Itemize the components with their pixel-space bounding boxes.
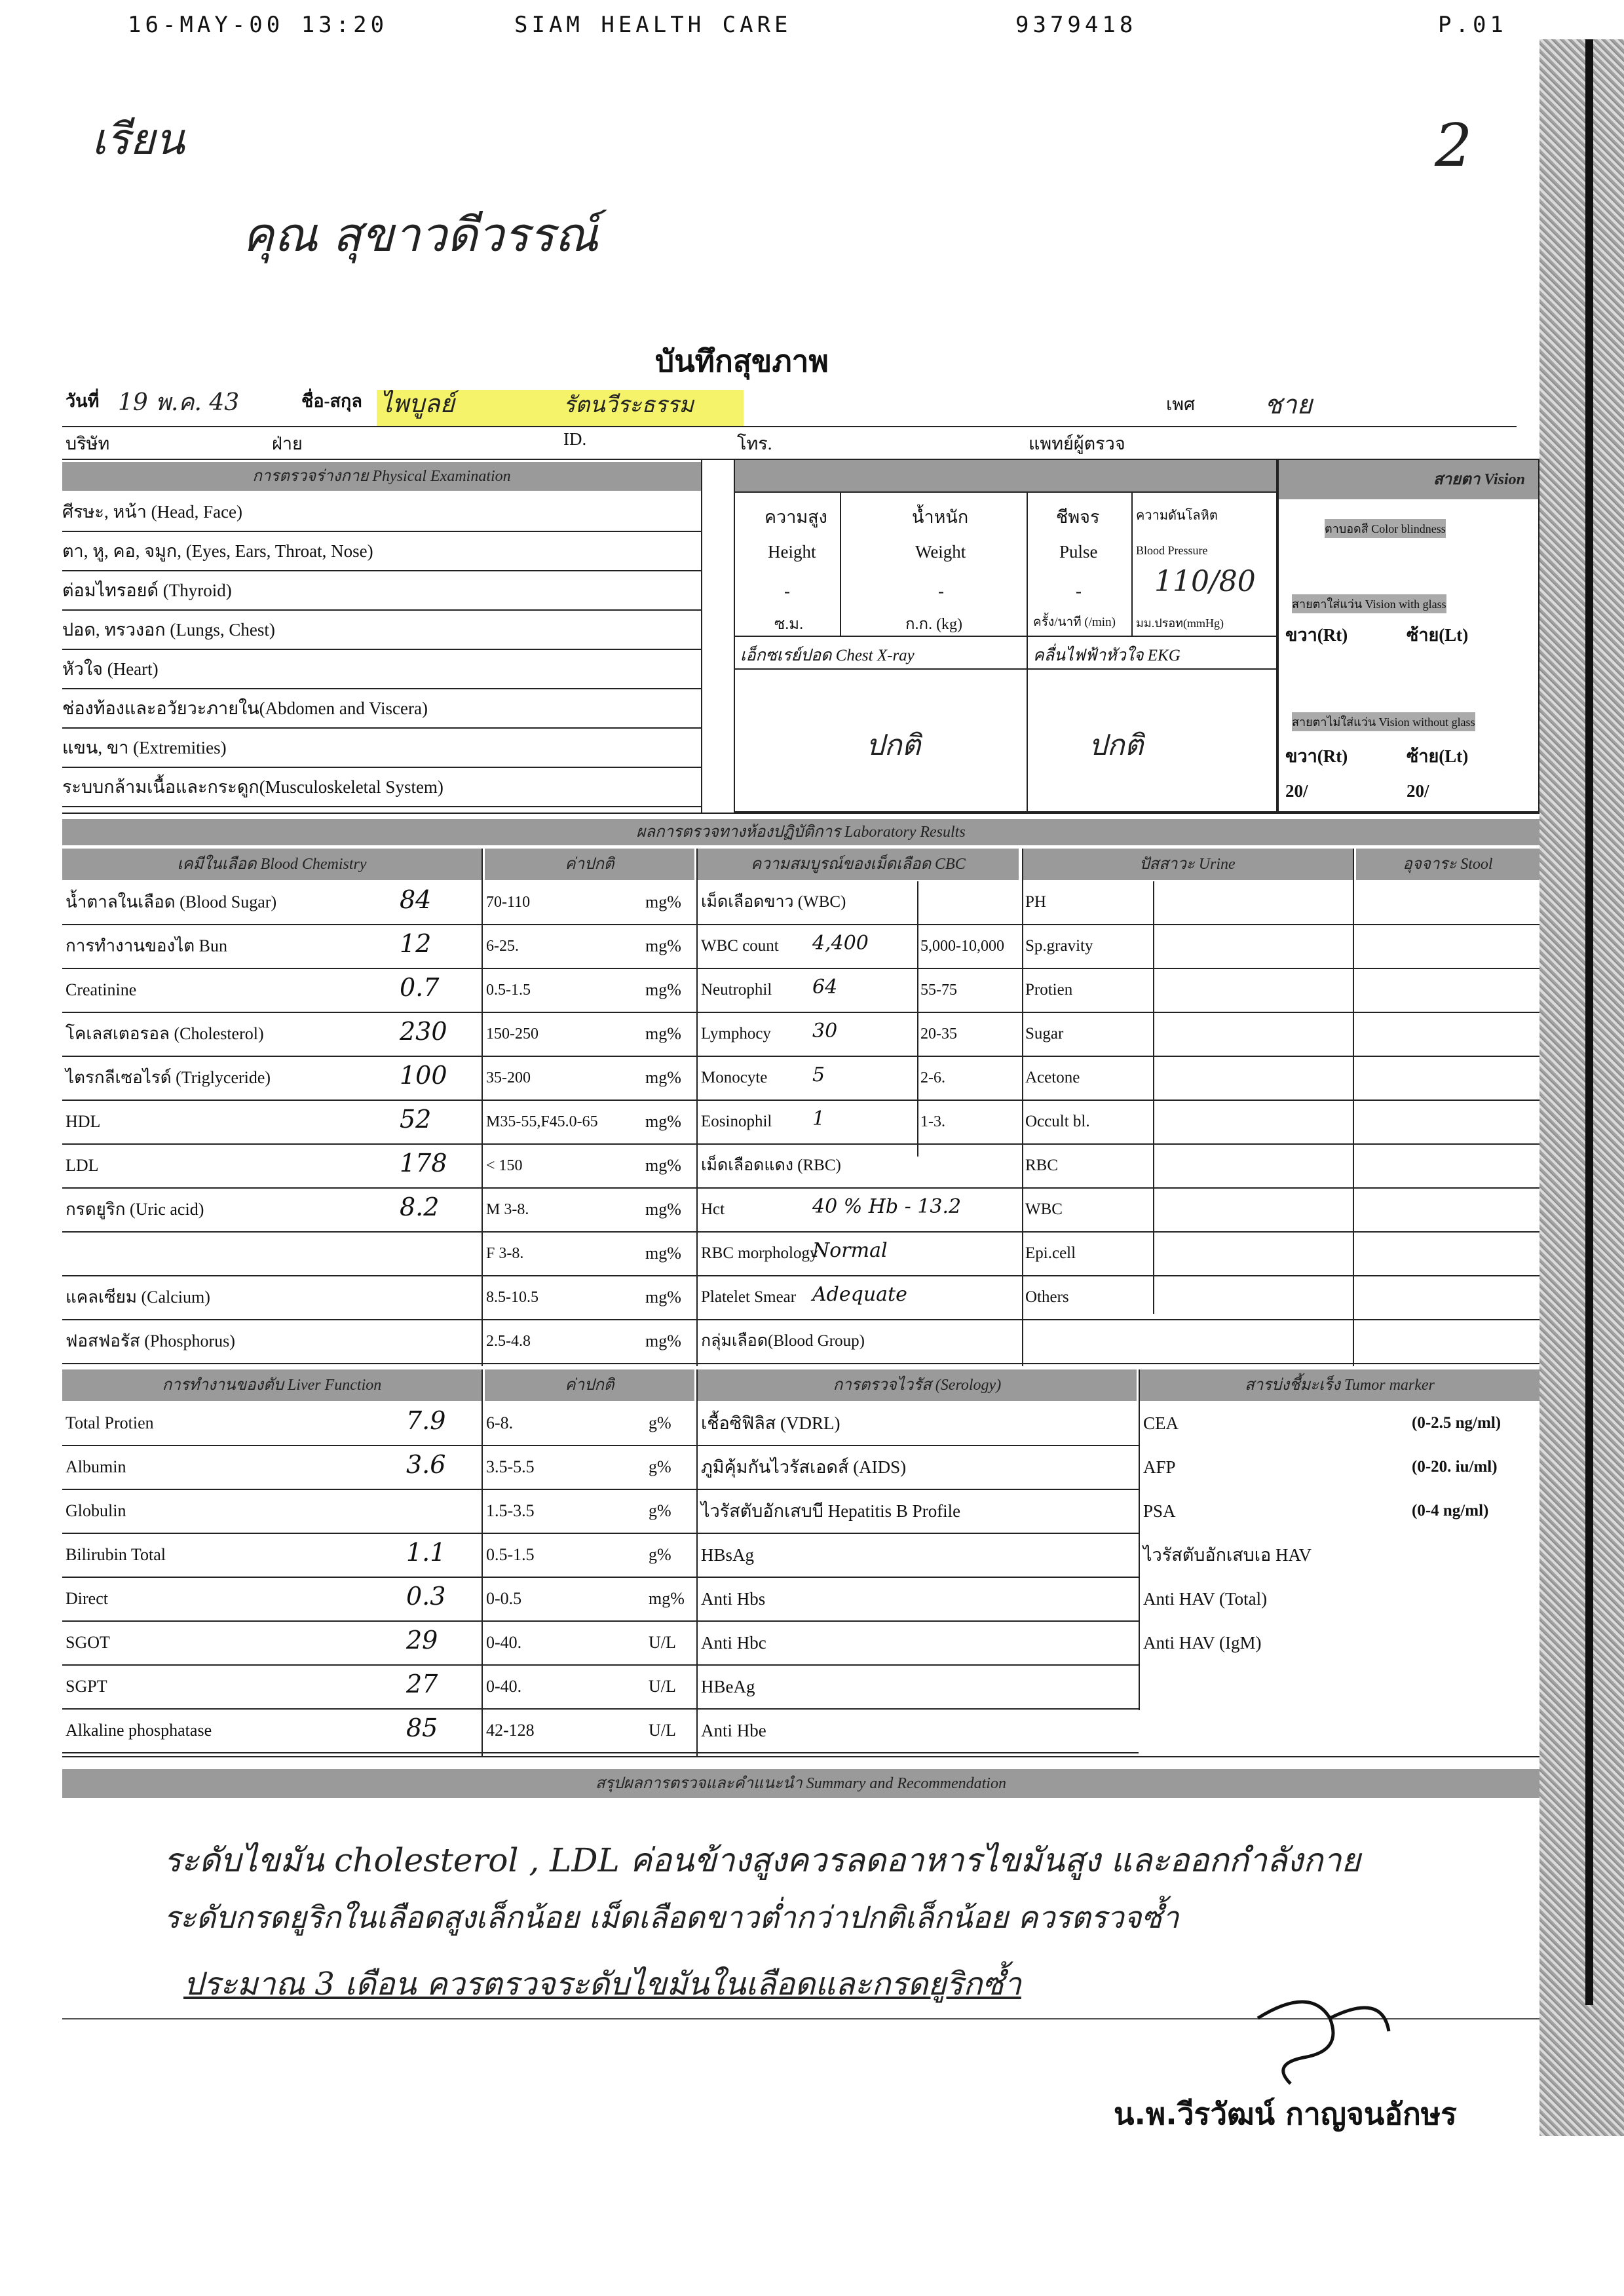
weight-label-th: น้ำหนัก	[912, 507, 969, 527]
physical-exam-item: ต่อมไทรอยด์ (Thyroid)	[62, 571, 701, 611]
cbc-normal: 1-3.	[920, 1113, 945, 1130]
chemistry-value: 0.7	[400, 973, 440, 1002]
cbc-label: เม็ดเลือดแดง (RBC)	[701, 1157, 841, 1174]
chemistry-value: 52	[400, 1105, 432, 1134]
cbc-header: ความสมบูรณ์ของเม็ดเลือด CBC	[698, 849, 1019, 880]
liver-table	[0, 1402, 1624, 1756]
liver-label: Globulin	[66, 1501, 126, 1520]
tumor-label: Anti HAV (IgM)	[1143, 1633, 1262, 1653]
chemistry-unit: mg%	[645, 892, 681, 911]
height-unit: ซ.ม.	[774, 616, 804, 633]
cbc-value: 64	[812, 976, 838, 999]
cbc-label: Platelet Smear	[701, 1288, 797, 1306]
chemistry-label: การทำงานของไต Bun	[66, 936, 227, 955]
lab-header: ผลการตรวจทางห้องปฏิบัติการ Laboratory Results	[62, 819, 1539, 845]
physical-exam-item: ศีรษะ, หน้า (Head, Face)	[62, 493, 701, 532]
chemistry-unit: mg%	[645, 1288, 681, 1307]
tumor-label: Anti HAV (Total)	[1143, 1589, 1268, 1609]
fax-sender: SIAM HEALTH CARE	[514, 12, 792, 38]
vision-left-value: 20/	[1407, 781, 1429, 801]
cbc-label: Eosinophil	[701, 1113, 772, 1130]
liver-normal: 6-8.	[486, 1413, 514, 1432]
liver-label: Direct	[66, 1589, 108, 1608]
chemistry-label: แคลเซียม (Calcium)	[66, 1288, 210, 1307]
liver-unit: U/L	[649, 1677, 676, 1696]
cbc-value: Normal	[812, 1239, 888, 1262]
tumor-label: CEA	[1143, 1413, 1179, 1433]
tel-label: โทร.	[737, 434, 772, 453]
cbc-label: Hct	[701, 1200, 725, 1218]
bp-label-th: ความดันโลหิต	[1136, 508, 1218, 523]
urine-label: PH	[1025, 893, 1046, 911]
doctor-signature-name: น.พ.วีรวัฒน์ กาญจนอักษร	[1114, 2096, 1457, 2132]
liver-label: SGPT	[66, 1677, 107, 1696]
chemistry-value: 230	[400, 1017, 447, 1046]
tumor-label: ไวรัสตับอักเสบเอ HAV	[1143, 1545, 1312, 1565]
vision-right-label: ขวา(Rt)	[1285, 625, 1348, 645]
bp-value: 110/80	[1154, 565, 1256, 598]
chemistry-unit: mg%	[645, 1331, 681, 1350]
vision-left-label: ซ้าย(Lt)	[1407, 625, 1469, 645]
chemistry-label: กรดยูริก (Uric acid)	[66, 1200, 204, 1219]
chemistry-header: เคมีในเลือด Blood Chemistry	[62, 849, 482, 880]
pulse-label-en: Pulse	[1059, 542, 1098, 562]
summary-line-3: ประมาณ 3 เดือน ควรตรวจระดับไขมันในเลือดและกรดยูริกซ้ำ	[183, 1966, 1021, 2002]
lab-row-line	[62, 1363, 1539, 1364]
form-title: บันทึกสุขภาพ	[655, 343, 829, 379]
cbc-label: กลุ่มเลือด(Blood Group)	[701, 1332, 865, 1350]
vitals-header-bar	[735, 460, 1276, 491]
chemistry-unit: mg%	[645, 1112, 681, 1131]
liver-unit: g%	[649, 1501, 671, 1520]
cbc-label: Neutrophil	[701, 981, 772, 999]
physical-exam-item: หัวใจ (Heart)	[62, 650, 701, 689]
last-name: รัตนวีระธรรม	[563, 392, 694, 418]
tumor-header: สารบ่งชี้มะเร็ง Tumor marker	[1140, 1369, 1539, 1401]
vitals-box	[734, 459, 1277, 813]
liver-value: 1.1	[406, 1538, 446, 1567]
recipient: คุณ สุขาวดีวรรณ์	[242, 207, 599, 262]
cbc-value: 40 % Hb - 13.2	[812, 1195, 962, 1218]
chemistry-unit: mg%	[645, 980, 681, 999]
liver-label: Total Protien	[66, 1413, 154, 1432]
date-label: วันที่	[66, 391, 100, 411]
cbc-label: RBC morphology	[701, 1244, 818, 1262]
serology-label: HBeAg	[701, 1677, 755, 1696]
liver-label: Bilirubin Total	[66, 1545, 166, 1564]
height-label-en: Height	[768, 542, 816, 562]
chemistry-normal: 35-200	[486, 1069, 531, 1086]
ekg-value: ปกติ	[1089, 729, 1144, 762]
liver-unit: g%	[649, 1545, 671, 1564]
chemistry-label: Creatinine	[66, 980, 137, 999]
bp-unit: มม.ปรอท(mmHg)	[1136, 617, 1224, 630]
stool-header: อุจจาระ Stool	[1356, 849, 1539, 880]
chemistry-normal: < 150	[486, 1157, 523, 1174]
tumor-range: (0-20. iu/ml)	[1412, 1458, 1498, 1476]
liver-normal: 0-40.	[486, 1633, 522, 1652]
chemistry-normal: 2.5-4.8	[486, 1333, 531, 1350]
serology-label: Anti Hbe	[701, 1721, 766, 1740]
date-value: 19 พ.ค. 43	[118, 389, 240, 416]
chemistry-normal: 8.5-10.5	[486, 1289, 538, 1306]
height-label-th: ความสูง	[765, 507, 827, 527]
urine-label: Acetone	[1025, 1069, 1080, 1086]
name-label: ชื่อ-สกุล	[301, 391, 362, 411]
cbc-label: Lymphocy	[701, 1025, 771, 1043]
liver-label: Alkaline phosphatase	[66, 1721, 212, 1740]
liver-normal: 3.5-5.5	[486, 1457, 535, 1476]
urine-label: WBC	[1025, 1200, 1063, 1218]
chemistry-unit: mg%	[645, 1068, 681, 1087]
serology-label: Anti Hbs	[701, 1589, 766, 1609]
physical-exam-item: ปอด, ทรวงอก (Lungs, Chest)	[62, 611, 701, 650]
cbc-normal: 55-75	[920, 982, 957, 999]
liver-row-line	[62, 1752, 1139, 1753]
cbc-value: 4,400	[812, 932, 869, 955]
pulse-label-th: ชีพจร	[1056, 507, 1100, 527]
liver-unit: U/L	[649, 1721, 676, 1740]
chemistry-label: น้ำตาลในเลือด (Blood Sugar)	[66, 892, 277, 911]
doctor-label: แพทย์ผู้ตรวจ	[1029, 434, 1125, 453]
chest-xray-label: เอ็กซเรย์ปอด Chest X-ray	[740, 647, 915, 664]
chemistry-unit: mg%	[645, 1200, 681, 1219]
chemistry-normal: 150-250	[486, 1025, 538, 1043]
chemistry-normal: 0.5-1.5	[486, 982, 531, 999]
weight-unit: ก.ก. (kg)	[905, 616, 963, 633]
liver-normal: 1.5-3.5	[486, 1501, 535, 1520]
signature-mark	[1232, 1979, 1402, 2097]
urine-label: Protien	[1025, 981, 1073, 999]
urine-header: ปัสสาวะ Urine	[1022, 849, 1353, 880]
fax-number: 9379418	[1015, 12, 1137, 38]
serology-label: ไวรัสตับอักเสบบี Hepatitis B Profile	[701, 1501, 961, 1521]
vision-right-value: 20/	[1285, 781, 1308, 801]
id-label: ID.	[563, 429, 587, 449]
bp-label-en: Blood Pressure	[1136, 544, 1208, 557]
cbc-normal: 5,000-10,000	[920, 938, 1004, 955]
cbc-value: 5	[812, 1063, 825, 1086]
weight-label-en: Weight	[915, 542, 966, 562]
weight-dash: -	[938, 581, 944, 601]
vision-right-label-2: ขวา(Rt)	[1285, 746, 1348, 766]
vision-left-label-2: ซ้าย(Lt)	[1407, 746, 1469, 766]
liver-unit: U/L	[649, 1633, 676, 1652]
chemistry-label: HDL	[66, 1112, 101, 1131]
chemistry-unit: mg%	[645, 936, 681, 955]
tumor-label: PSA	[1143, 1501, 1176, 1521]
liver-normal: 0-0.5	[486, 1589, 522, 1608]
chemistry-unit: mg%	[645, 1156, 681, 1175]
physical-exam-header: การตรวจร่างกาย Physical Examination	[62, 462, 701, 491]
summary-line-2: ระดับกรดยูริกในเลือดสูงเล็กน้อย เม็ดเลือดขาวต่ำกว่าปกติเล็กน้อย ควรตรวจซ้ำ	[164, 1900, 1179, 1935]
page-number: 2	[1435, 111, 1473, 180]
liver-value: 85	[406, 1713, 438, 1742]
vision-color-blind: ตาบอดสี Color blindness	[1325, 519, 1446, 538]
chemistry-value: 12	[400, 929, 432, 958]
urine-label: Epi.cell	[1025, 1244, 1076, 1262]
liver-value: 29	[406, 1626, 438, 1655]
ekg-label: คลื่นไฟฟ้าหัวใจ EKG	[1033, 647, 1180, 664]
first-name: ไพบูลย์	[380, 389, 455, 418]
chemistry-normal-header: ค่าปกติ	[485, 849, 694, 880]
liver-normal: 0-40.	[486, 1677, 522, 1696]
fax-page: P.01	[1438, 12, 1507, 38]
vision-header: สายตา Vision	[1279, 460, 1538, 499]
dept-label: ฝ่าย	[272, 434, 303, 453]
chemistry-value: 84	[400, 885, 432, 914]
pulse-dash: -	[1076, 581, 1082, 601]
cbc-label: WBC count	[701, 937, 779, 955]
chemistry-unit: mg%	[645, 1024, 681, 1043]
liver-value: 0.3	[406, 1582, 446, 1611]
urine-label: Sugar	[1025, 1025, 1064, 1043]
urine-label: Occult bl.	[1025, 1113, 1090, 1130]
vision-with-glass: สายตาใส่แว่น Vision with glass	[1292, 594, 1446, 613]
fax-date: 16-MAY-00 13:20	[128, 12, 388, 38]
cbc-normal: 20-35	[920, 1025, 957, 1043]
summary-line-1: ระดับไขมัน cholesterol , LDL ค่อนข้างสูงควรลดอาหารไขมันสูง และออกกำลังกาย	[164, 1841, 1361, 1879]
serology-label: ภูมิคุ้มกันไวรัสเอดส์ (AIDS)	[701, 1457, 907, 1477]
sex-value: ชาย	[1264, 390, 1313, 420]
physical-exam-item: ช่องท้องและอวัยวะภายใน(Abdomen and Viscera)	[62, 689, 701, 729]
liver-unit: mg%	[649, 1589, 685, 1608]
liver-label: SGOT	[66, 1633, 110, 1652]
cbc-value: Adequate	[812, 1283, 907, 1306]
chemistry-normal: M 3-8.	[486, 1201, 529, 1218]
chemistry-label: LDL	[66, 1156, 99, 1175]
sex-label: เพศ	[1166, 394, 1196, 414]
cbc-value: 30	[812, 1020, 838, 1043]
tumor-label: AFP	[1143, 1457, 1176, 1477]
tumor-range: (0-4 ng/ml)	[1412, 1502, 1489, 1520]
chemistry-value: 8.2	[400, 1193, 440, 1221]
pulse-unit: ครั้ง/นาที (/min)	[1033, 615, 1116, 629]
chemistry-normal: 70-110	[486, 894, 531, 911]
chemistry-normal: M35-55,F45.0-65	[486, 1113, 598, 1130]
summary-header: สรุปผลการตรวจและคำแนะนำ Summary and Recommendation	[62, 1769, 1539, 1798]
chemistry-value: 100	[400, 1061, 447, 1090]
lab-table	[0, 881, 1624, 1366]
company-label: บริษัท	[66, 434, 110, 453]
physical-exam-item: ระบบกล้ามเนื้อและกระดูก(Musculoskeletal System)	[62, 768, 701, 807]
chemistry-value: 178	[400, 1149, 447, 1177]
cbc-label: เม็ดเลือดขาว (WBC)	[701, 893, 846, 911]
vision-without-glass: สายตาไม่ใส่แว่น Vision without glass	[1292, 712, 1475, 731]
serology-label: HBsAg	[701, 1545, 755, 1565]
liver-normal: 0.5-1.5	[486, 1545, 535, 1564]
chemistry-label: ฟอสฟอรัส (Phosphorus)	[66, 1331, 235, 1350]
serology-label: เชื้อซิฟิลิส (VDRL)	[701, 1413, 840, 1433]
urine-label: RBC	[1025, 1157, 1059, 1174]
liver-value: 27	[406, 1670, 438, 1698]
physical-exam-item: แขน, ขา (Extremities)	[62, 729, 701, 768]
height-dash: -	[784, 581, 790, 601]
chemistry-label: ไตรกลีเซอไรด์ (Triglyceride)	[66, 1068, 271, 1087]
liver-unit: g%	[649, 1413, 671, 1432]
liver-normal-header: ค่าปกติ	[485, 1369, 694, 1401]
chemistry-unit: mg%	[645, 1244, 681, 1263]
cbc-value: 1	[812, 1107, 825, 1130]
liver-normal: 42-128	[486, 1721, 535, 1740]
serology-label: Anti Hbc	[701, 1633, 766, 1653]
urine-label: Sp.gravity	[1025, 937, 1093, 955]
greeting: เรียน	[92, 114, 185, 164]
cbc-normal: 2-6.	[920, 1069, 945, 1086]
liver-value: 3.6	[406, 1450, 446, 1479]
vision-box	[1277, 459, 1539, 813]
liver-unit: g%	[649, 1457, 671, 1476]
serology-header: การตรวจไวรัส (Serology)	[698, 1369, 1137, 1401]
liver-header: การทำงานของตับ Liver Function	[62, 1369, 482, 1401]
chemistry-label: โคเลสเตอรอล (Cholesterol)	[66, 1024, 264, 1043]
liver-value: 7.9	[406, 1406, 446, 1435]
cbc-label: Monocyte	[701, 1069, 768, 1086]
liver-label: Albumin	[66, 1457, 126, 1476]
tumor-range: (0-2.5 ng/ml)	[1412, 1414, 1501, 1432]
chemistry-normal: 6-25.	[486, 938, 519, 955]
urine-label: Others	[1025, 1288, 1069, 1306]
physical-exam-item: ตา, หู, คอ, จมูก, (Eyes, Ears, Throat, Nose)	[62, 532, 701, 571]
chemistry-normal: F 3-8.	[486, 1245, 524, 1262]
chest-xray-value: ปกติ	[866, 729, 921, 762]
